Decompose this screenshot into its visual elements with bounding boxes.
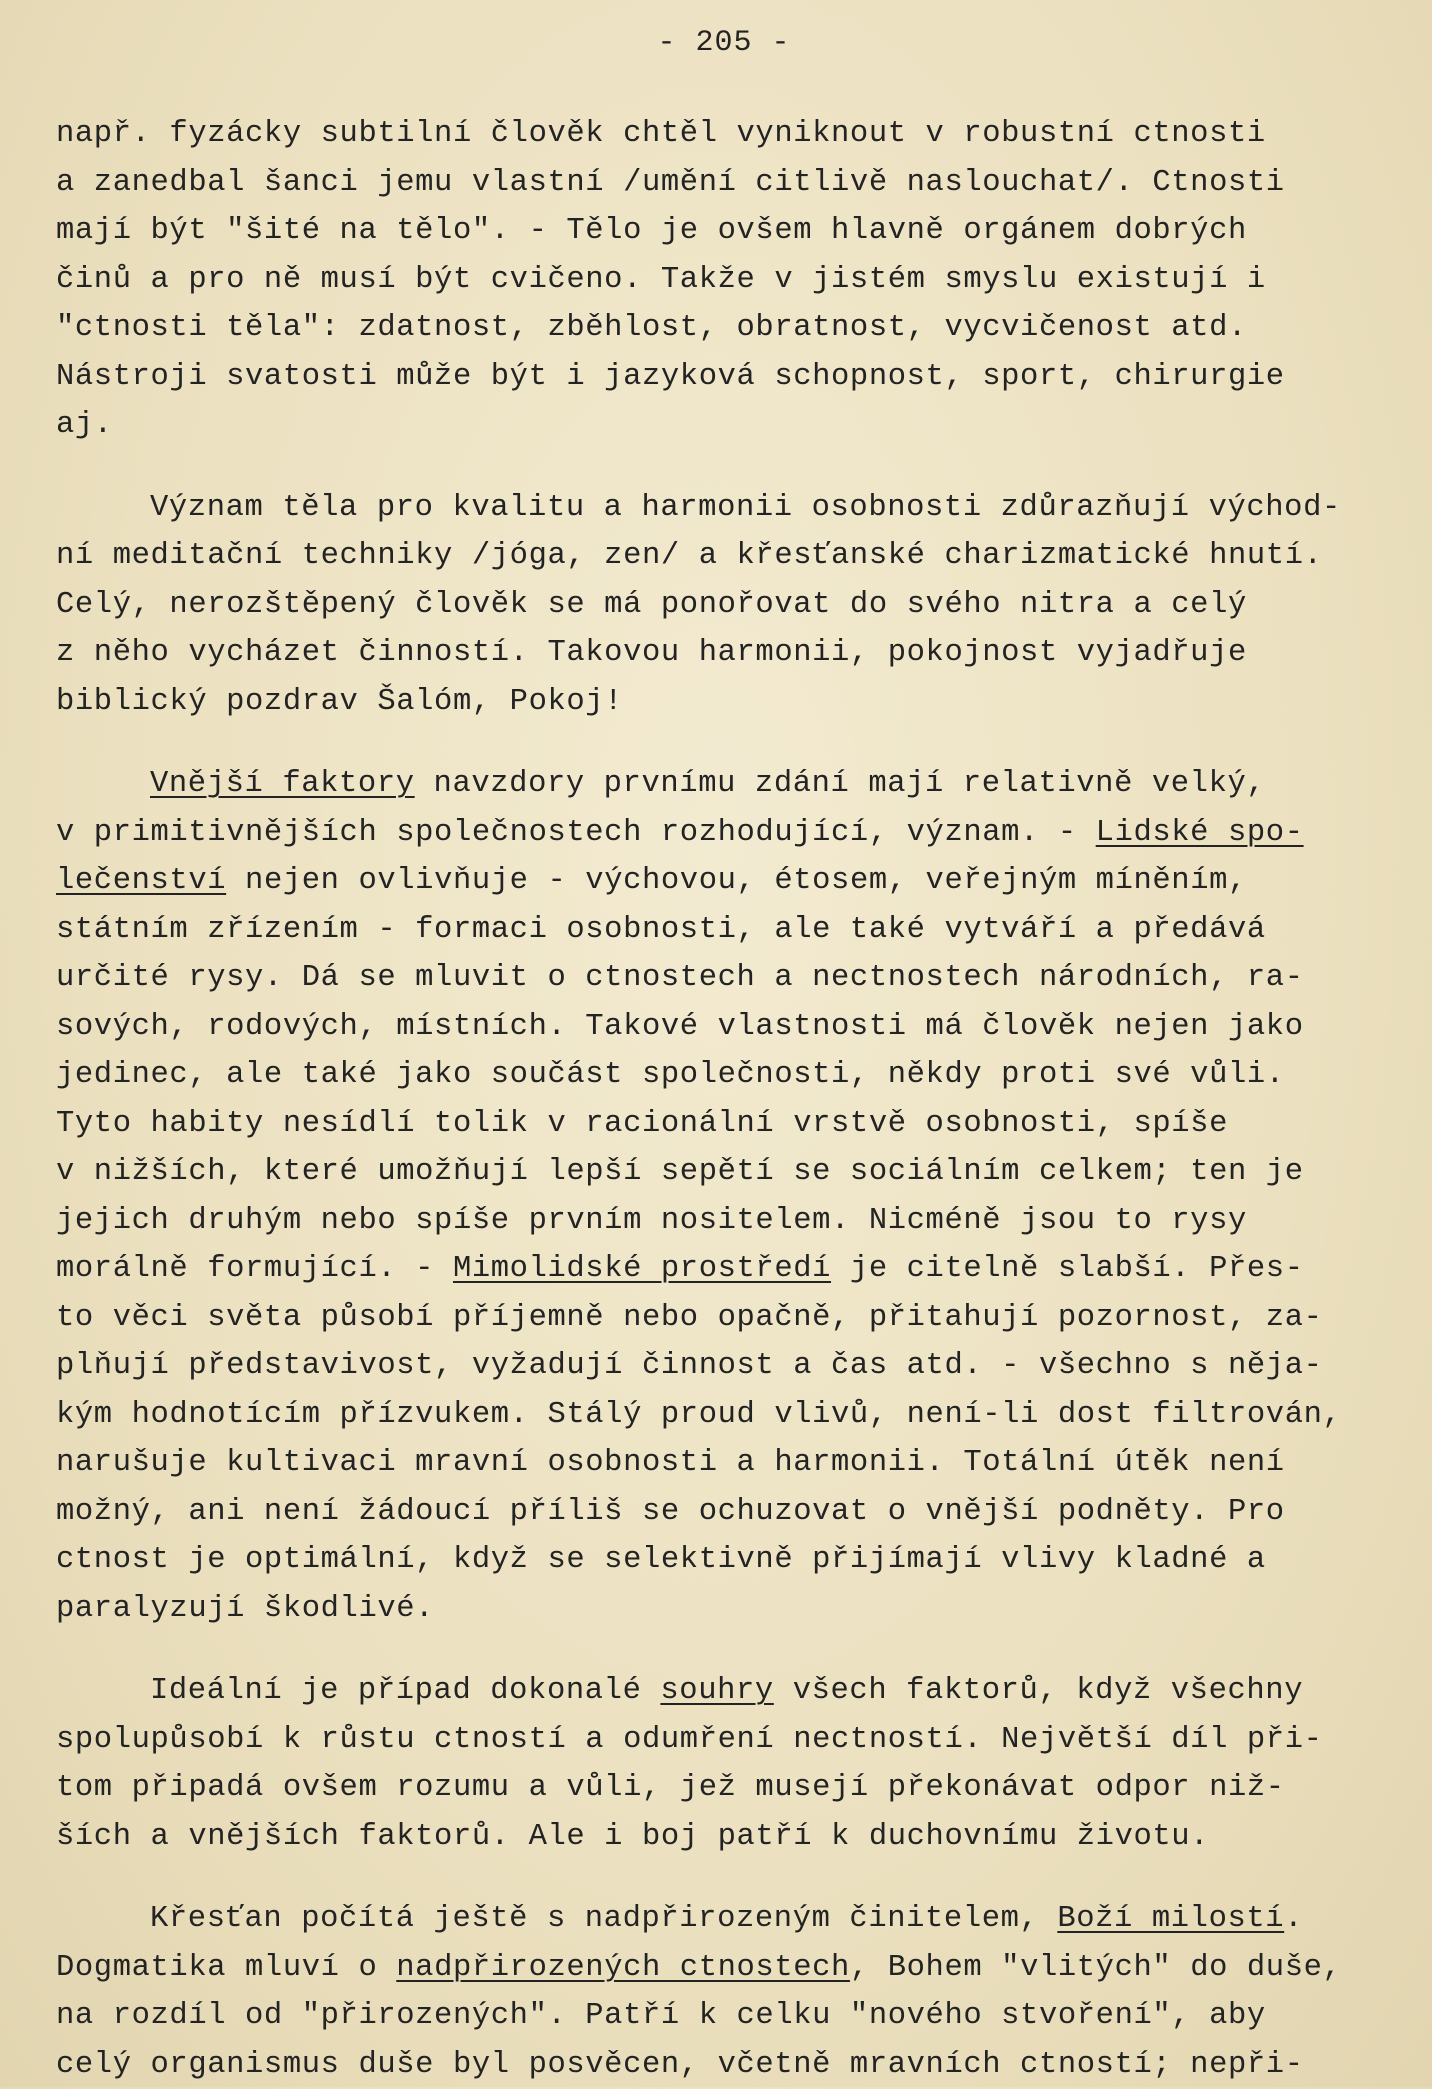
paragraph (56, 760, 1392, 1633)
page-number: - 205 - (56, 22, 1392, 64)
underlined-term: Lidské spo- (1096, 816, 1304, 850)
underlined-term: Mimolidské prostředí (453, 1252, 831, 1286)
text-line: celý organismus duše byl posvěcen, včetně mravních ctností; nepři- (56, 2041, 1392, 2089)
text-line: kým hodnotícím přízvukem. Stálý proud vlivů, není-li dost filtrován, (56, 1391, 1392, 1440)
text-line: ní meditační techniky /jóga, zen/ a křesťanské charizmatické hnutí. (56, 532, 1392, 581)
text-line: státním zřízením - formaci osobnosti, ale také vytváří a předává (56, 906, 1392, 955)
text-line: Křesťan počítá ještě s nadpřirozeným činitelem, Boží milostí. (56, 1895, 1392, 1944)
underlined-term: souhry (660, 1674, 773, 1708)
text-line: činů a pro ně musí být cvičeno. Takže v jistém smyslu existují i (56, 256, 1392, 305)
text-line: v nižších, které umožňují lepší sepětí se sociálním celkem; ten je (56, 1148, 1392, 1197)
text-line: ctnost je optimální, když se selektivně přijímají vlivy kladné a (56, 1536, 1392, 1585)
text-line: narušuje kultivaci mravní osobnosti a harmonii. Totální útěk není (56, 1439, 1392, 1488)
text-line: spolupůsobí k růstu ctností a odumření nectností. Největší díl při- (56, 1716, 1392, 1765)
text-line: morálně formující. - Mimolidské prostředí je citelně slabší. Přes- (56, 1245, 1392, 1294)
paragraph (56, 1895, 1392, 2089)
text-line: z něho vycházet činností. Takovou harmonii, pokojnost vyjadřuje (56, 629, 1392, 678)
text-line: na rozdíl od "přirozených". Patří k celku "nového stvoření", aby (56, 1992, 1392, 2041)
text-line: jejich druhým nebo spíše prvním nositelem. Nicméně jsou to rysy (56, 1197, 1392, 1246)
text-line: sových, rodových, místních. Takové vlastnosti má člověk nejen jako (56, 1003, 1392, 1052)
text-line: možný, ani není žádoucí příliš se ochuzovat o vnější podněty. Pro (56, 1488, 1392, 1537)
text-line: jedinec, ale také jako součást společnosti, někdy proti své vůli. (56, 1051, 1392, 1100)
text-line: lečenství nejen ovlivňuje - výchovou, étosem, veřejným míněním, (56, 857, 1392, 906)
text-line: Vnější faktory navzdory prvnímu zdání mají relativně velký, (56, 760, 1392, 809)
text-line: Význam těla pro kvalitu a harmonii osobnosti zdůrazňují východ- (56, 484, 1392, 533)
paragraph (56, 110, 1392, 450)
underlined-term: Vnější faktory (150, 767, 415, 801)
text-line: určité rysy. Dá se mluvit o ctnostech a nectnostech národních, ra- (56, 954, 1392, 1003)
text-line: biblický pozdrav Šalóm, Pokoj! (56, 678, 1392, 727)
underlined-term: Boží milostí (1057, 1902, 1284, 1936)
text-line: Nástroji svatosti může být i jazyková schopnost, sport, chirurgie (56, 353, 1392, 402)
text-line: to věci světa působí příjemně nebo opačně, přitahují pozornost, za- (56, 1294, 1392, 1343)
text-line: Celý, nerozštěpený člověk se má ponořovat do svého nitra a celý (56, 581, 1392, 630)
text-line: a zanedbal šanci jemu vlastní /umění citlivě naslouchat/. Ctnosti (56, 159, 1392, 208)
text-line: plňují představivost, vyžadují činnost a čas atd. - všechno s něja- (56, 1342, 1392, 1391)
text-line: Ideální je případ dokonalé souhry všech faktorů, když všechny (56, 1667, 1392, 1716)
text-line: paralyzují škodlivé. (56, 1585, 1392, 1634)
text-line: např. fyzácky subtilní člověk chtěl vyniknout v robustní ctnosti (56, 110, 1392, 159)
text-line: tom připadá ovšem rozumu a vůli, jež musejí překonávat odpor niž- (56, 1764, 1392, 1813)
text-line: Tyto habity nesídlí tolik v racionální vrstvě osobnosti, spíše (56, 1100, 1392, 1149)
text-line: "ctnosti těla": zdatnost, zběhlost, obratnost, vycvičenost atd. (56, 304, 1392, 353)
text-line: v primitivnějších společnostech rozhodující, význam. - Lidské spo- (56, 809, 1392, 858)
underlined-term: nadpřirozených ctnostech (396, 1951, 850, 1985)
text-line: ších a vnějších faktorů. Ale i boj patří k duchovnímu životu. (56, 1813, 1392, 1862)
paragraph (56, 1667, 1392, 1861)
text-line: aj. (56, 401, 1392, 450)
paragraph (56, 484, 1392, 727)
underlined-term: lečenství (56, 864, 226, 898)
text-line: Dogmatika mluví o nadpřirozených ctnostech, Bohem "vlitých" do duše, (56, 1944, 1392, 1993)
text-line: mají být "šité na tělo". - Tělo je ovšem hlavně orgánem dobrých (56, 207, 1392, 256)
